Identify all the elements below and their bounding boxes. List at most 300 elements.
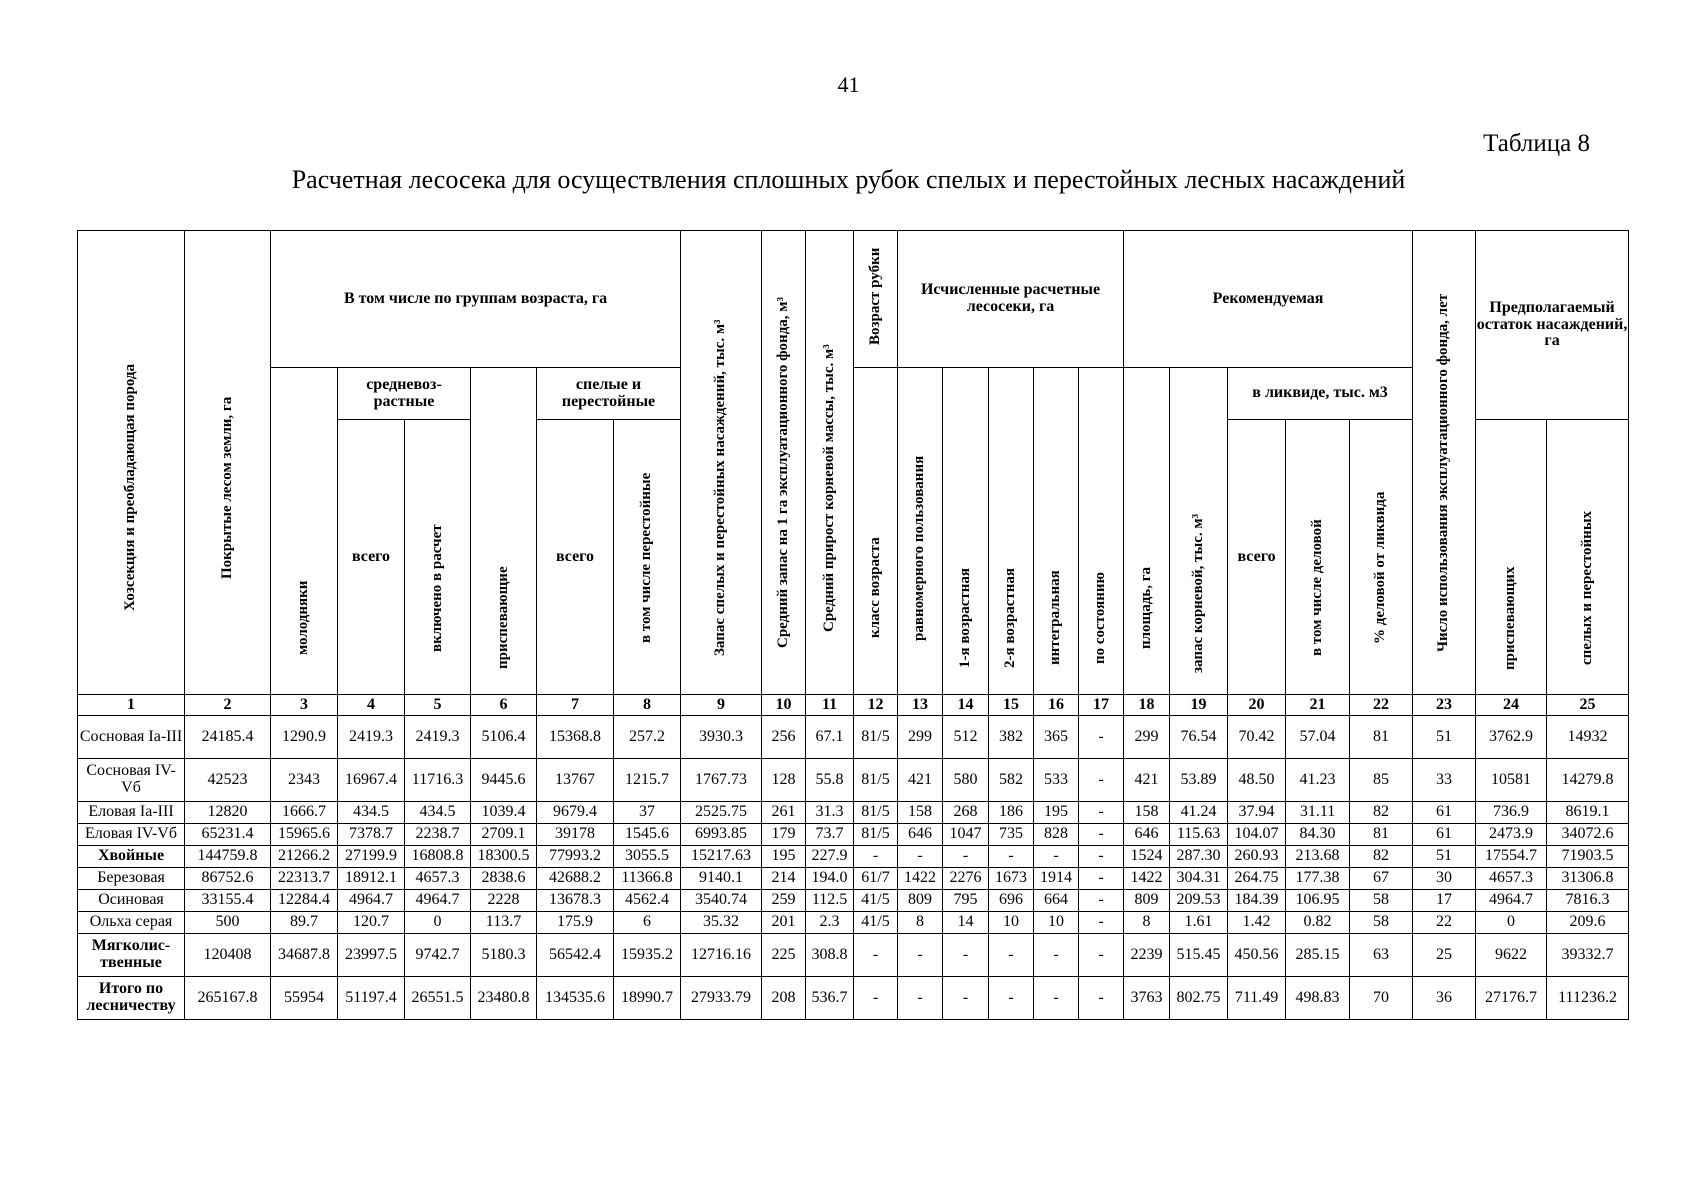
table-cell: 56542.4 xyxy=(537,934,614,977)
header-c25: спелых и перестойных xyxy=(1547,420,1629,695)
row-name: Сосновая Ia-III xyxy=(78,716,185,759)
column-number: 19 xyxy=(1170,695,1228,716)
table-cell: 111236.2 xyxy=(1547,977,1629,1020)
table-cell: 533 xyxy=(1034,759,1079,802)
page-number: 41 xyxy=(837,72,860,97)
table-cell: 61/7 xyxy=(854,868,898,890)
row-name: Итого по лесничеству xyxy=(78,977,185,1020)
table-cell: 25 xyxy=(1413,934,1476,977)
header-c12: класс возраста xyxy=(854,368,898,695)
table-cell: 265167.8 xyxy=(185,977,271,1020)
table-cell: 11366.8 xyxy=(614,868,681,890)
table-cell: 86752.6 xyxy=(185,868,271,890)
table-cell: 10 xyxy=(1034,912,1079,934)
table-cell: 268 xyxy=(943,802,989,824)
table-cell: 1039.4 xyxy=(471,802,537,824)
table-cell: 1422 xyxy=(1124,868,1170,890)
table-cell: 421 xyxy=(1124,759,1170,802)
table-cell: 285.15 xyxy=(1286,934,1350,977)
table-cell: 34072.6 xyxy=(1547,824,1629,846)
table-cell: 2473.9 xyxy=(1476,824,1547,846)
table-cell: 304.31 xyxy=(1170,868,1228,890)
table-cell: 70 xyxy=(1350,977,1413,1020)
table-cell: 421 xyxy=(898,759,943,802)
column-number: 14 xyxy=(943,695,989,716)
table-row xyxy=(78,977,1629,1020)
header-middle: средневоз-растные xyxy=(338,368,471,420)
table-cell: 4964.7 xyxy=(1476,890,1547,912)
table-row xyxy=(78,934,1629,977)
column-number: 1 xyxy=(78,695,185,716)
table-cell: 31306.8 xyxy=(1547,868,1629,890)
table-cell: 22313.7 xyxy=(271,868,338,890)
row-name: Сосновая IV-Vб xyxy=(78,759,185,802)
table-cell: 735 xyxy=(989,824,1034,846)
table-cell: - xyxy=(1034,977,1079,1020)
table-cell: 2.3 xyxy=(806,912,854,934)
table-cell: 27176.7 xyxy=(1476,977,1547,1020)
table-cell: 2419.3 xyxy=(338,716,405,759)
table-cell: - xyxy=(943,934,989,977)
table-cell: 2343 xyxy=(271,759,338,802)
row-name: Еловая Ia-III xyxy=(78,802,185,824)
table-cell: 57.04 xyxy=(1286,716,1350,759)
table-cell: 257.2 xyxy=(614,716,681,759)
table-cell: 70.42 xyxy=(1228,716,1286,759)
table-cell: 225 xyxy=(762,934,806,977)
table-cell: 498.83 xyxy=(1286,977,1350,1020)
row-name: Осиновая xyxy=(78,890,185,912)
table-cell: 35.32 xyxy=(681,912,762,934)
table-cell: 1914 xyxy=(1034,868,1079,890)
table-cell: 1.61 xyxy=(1170,912,1228,934)
table-cell: 299 xyxy=(1124,716,1170,759)
table-cell: 113.7 xyxy=(471,912,537,934)
table-cell: 0 xyxy=(1476,912,1547,934)
column-number: 20 xyxy=(1228,695,1286,716)
header-c23: Число использования эксплуатационного фонда, лет xyxy=(1413,231,1476,695)
table-cell: 2239 xyxy=(1124,934,1170,977)
table-cell: - xyxy=(1079,868,1124,890)
table-cell: 63 xyxy=(1350,934,1413,977)
table-cell: 16967.4 xyxy=(338,759,405,802)
table-row xyxy=(78,759,1629,802)
column-number: 3 xyxy=(271,695,338,716)
table-cell: 48.50 xyxy=(1228,759,1286,802)
table-cell: 58 xyxy=(1350,890,1413,912)
table-cell: 23480.8 xyxy=(471,977,537,1020)
table-cell: 41.23 xyxy=(1286,759,1350,802)
table-cell: - xyxy=(1079,846,1124,868)
table-cell: 89.7 xyxy=(271,912,338,934)
table-cell: 61 xyxy=(1413,802,1476,824)
column-number: 4 xyxy=(338,695,405,716)
table-cell: 711.49 xyxy=(1228,977,1286,1020)
header-c5: включено в расчет xyxy=(405,420,471,695)
table-cell: 7378.7 xyxy=(338,824,405,846)
table-cell: 158 xyxy=(1124,802,1170,824)
column-number: 6 xyxy=(471,695,537,716)
table-cell: 18990.7 xyxy=(614,977,681,1020)
column-number: 7 xyxy=(537,695,614,716)
table-cell: 16808.8 xyxy=(405,846,471,868)
header-c21: в том числе деловой xyxy=(1286,420,1350,695)
header-c18: площадь, га xyxy=(1124,368,1170,695)
table-cell: 213.68 xyxy=(1286,846,1350,868)
table-cell: - xyxy=(898,934,943,977)
table-cell: 802.75 xyxy=(1170,977,1228,1020)
table-cell: 2238.7 xyxy=(405,824,471,846)
column-number: 12 xyxy=(854,695,898,716)
header-c13: равномерного пользования xyxy=(898,368,943,695)
table-cell: - xyxy=(989,977,1034,1020)
table-cell: 287.30 xyxy=(1170,846,1228,868)
forest-table xyxy=(77,230,1629,1020)
header-recommended: Рекомендуемая xyxy=(1124,231,1413,368)
table-row xyxy=(78,890,1629,912)
table-cell: 120.7 xyxy=(338,912,405,934)
table-cell: 184.39 xyxy=(1228,890,1286,912)
header-c22: % деловой от ликвида xyxy=(1350,420,1413,695)
table-cell: 82 xyxy=(1350,802,1413,824)
header-c3: молодняки xyxy=(271,368,338,695)
column-number: 25 xyxy=(1547,695,1629,716)
header-age-cut: Возраст рубки xyxy=(854,231,898,368)
table-cell: 67.1 xyxy=(806,716,854,759)
header-age-groups: В том числе по группам возраста, га xyxy=(271,231,681,368)
table-cell: - xyxy=(943,977,989,1020)
table-cell: 81 xyxy=(1350,824,1413,846)
table-cell: 76.54 xyxy=(1170,716,1228,759)
table-cell: 795 xyxy=(943,890,989,912)
table-cell: - xyxy=(1034,846,1079,868)
table-cell: 2709.1 xyxy=(471,824,537,846)
header-liquid: в ликвиде, тыс. м3 xyxy=(1228,368,1413,420)
table-cell: 115.63 xyxy=(1170,824,1228,846)
table-row xyxy=(78,912,1629,934)
table-cell: 13767 xyxy=(537,759,614,802)
table-cell: 39178 xyxy=(537,824,614,846)
table-cell: 15217.63 xyxy=(681,846,762,868)
table-cell: - xyxy=(989,934,1034,977)
table-cell: 0 xyxy=(405,912,471,934)
table-cell: - xyxy=(898,846,943,868)
table-cell: 39332.7 xyxy=(1547,934,1629,977)
table-cell: 2525.75 xyxy=(681,802,762,824)
table-cell: 260.93 xyxy=(1228,846,1286,868)
table-cell: 3930.3 xyxy=(681,716,762,759)
table-cell: 134535.6 xyxy=(537,977,614,1020)
table-cell: 500 xyxy=(185,912,271,934)
table-cell: 41.24 xyxy=(1170,802,1228,824)
header-c19: запас корневой, тыс. м³ xyxy=(1170,368,1228,695)
table-cell: 71903.5 xyxy=(1547,846,1629,868)
table-cell: 208 xyxy=(762,977,806,1020)
table-cell: 58 xyxy=(1350,912,1413,934)
table-cell: 21266.2 xyxy=(271,846,338,868)
table-cell: 696 xyxy=(989,890,1034,912)
header-calc: Исчисленные расчетные лесосеки, га xyxy=(898,231,1124,368)
table-cell: 17554.7 xyxy=(1476,846,1547,868)
table-row xyxy=(78,868,1629,890)
table-cell: 195 xyxy=(762,846,806,868)
table-cell: 8619.1 xyxy=(1547,802,1629,824)
column-number: 8 xyxy=(614,695,681,716)
column-number: 15 xyxy=(989,695,1034,716)
table-cell: 85 xyxy=(1350,759,1413,802)
table-cell: 31.11 xyxy=(1286,802,1350,824)
header-c6: приспевающие xyxy=(471,368,537,695)
table-cell: 3055.5 xyxy=(614,846,681,868)
table-cell: 515.45 xyxy=(1170,934,1228,977)
table-cell: 55954 xyxy=(271,977,338,1020)
header-c9: Запас спелых и перестойных насаждений, тыс. м³ xyxy=(681,231,762,695)
column-number: 13 xyxy=(898,695,943,716)
table-cell: - xyxy=(1079,977,1124,1020)
header-remain: Предполагаемый остаток насаждений, га xyxy=(1476,231,1629,420)
column-number: 16 xyxy=(1034,695,1079,716)
table-cell: 26551.5 xyxy=(405,977,471,1020)
table-cell: - xyxy=(854,846,898,868)
table-cell: - xyxy=(1079,759,1124,802)
column-number: 18 xyxy=(1124,695,1170,716)
table-cell: 0.82 xyxy=(1286,912,1350,934)
table-cell: 33 xyxy=(1413,759,1476,802)
table-cell: 14932 xyxy=(1547,716,1629,759)
table-cell: 106.95 xyxy=(1286,890,1350,912)
header-c10: Средний запас на 1 га эксплуатационного фонда, м³ xyxy=(762,231,806,695)
table-cell: 82 xyxy=(1350,846,1413,868)
table-cell: 9742.7 xyxy=(405,934,471,977)
table-cell: - xyxy=(1079,716,1124,759)
table-cell: 365 xyxy=(1034,716,1079,759)
table-cell: 17 xyxy=(1413,890,1476,912)
table-cell: 536.7 xyxy=(806,977,854,1020)
header-c16: интегральная xyxy=(1034,368,1079,695)
table-cell: 10 xyxy=(989,912,1034,934)
table-cell: 22 xyxy=(1413,912,1476,934)
table-cell: - xyxy=(1079,912,1124,934)
table-cell: 120408 xyxy=(185,934,271,977)
table-cell: 2276 xyxy=(943,868,989,890)
table-cell: 434.5 xyxy=(405,802,471,824)
table-cell: 41/5 xyxy=(854,912,898,934)
table-cell: 582 xyxy=(989,759,1034,802)
table-cell: 144759.8 xyxy=(185,846,271,868)
table-cell: 27933.79 xyxy=(681,977,762,1020)
table-cell: 664 xyxy=(1034,890,1079,912)
table-cell: 259 xyxy=(762,890,806,912)
table-cell: - xyxy=(1079,824,1124,846)
table-cell: 12820 xyxy=(185,802,271,824)
table-cell: 51197.4 xyxy=(338,977,405,1020)
column-number: 2 xyxy=(185,695,271,716)
column-number: 5 xyxy=(405,695,471,716)
table-cell: 15935.2 xyxy=(614,934,681,977)
table-cell: - xyxy=(1079,934,1124,977)
table-cell: 12284.4 xyxy=(271,890,338,912)
table-cell: 24185.4 xyxy=(185,716,271,759)
table-cell: 3763 xyxy=(1124,977,1170,1020)
table-cell: 175.9 xyxy=(537,912,614,934)
table-cell: 65231.4 xyxy=(185,824,271,846)
column-number: 10 xyxy=(762,695,806,716)
table-cell: 81/5 xyxy=(854,802,898,824)
table-cell: 195 xyxy=(1034,802,1079,824)
table-cell: 382 xyxy=(989,716,1034,759)
table-cell: 13678.3 xyxy=(537,890,614,912)
table-cell: 186 xyxy=(989,802,1034,824)
column-number: 21 xyxy=(1286,695,1350,716)
header-c11: Средний прирост корневой массы, тыс. м³ xyxy=(806,231,854,695)
table-label: Таблица 8 xyxy=(1483,130,1590,157)
table-row xyxy=(78,846,1629,868)
table-cell: 2419.3 xyxy=(405,716,471,759)
table-row xyxy=(78,716,1629,759)
table-cell: 84.30 xyxy=(1286,824,1350,846)
table-cell: 7816.3 xyxy=(1547,890,1629,912)
header-c1: Хозсекция и преобладающая порода xyxy=(78,231,185,695)
table-cell: 4964.7 xyxy=(338,890,405,912)
table-cell: 53.89 xyxy=(1170,759,1228,802)
table-cell: 214 xyxy=(762,868,806,890)
table-cell: 112.5 xyxy=(806,890,854,912)
table-cell: 10581 xyxy=(1476,759,1547,802)
table-cell: 1215.7 xyxy=(614,759,681,802)
table-cell: 42688.2 xyxy=(537,868,614,890)
table-cell: 9679.4 xyxy=(537,802,614,824)
table-cell: 809 xyxy=(1124,890,1170,912)
table-cell: 177.38 xyxy=(1286,868,1350,890)
table-cell: 450.56 xyxy=(1228,934,1286,977)
column-number: 11 xyxy=(806,695,854,716)
table-cell: - xyxy=(1034,934,1079,977)
table-cell: 4657.3 xyxy=(1476,868,1547,890)
header-c17: по состоянию xyxy=(1079,368,1124,695)
row-name: Березовая xyxy=(78,868,185,890)
table-cell: 5180.3 xyxy=(471,934,537,977)
column-number: 17 xyxy=(1079,695,1124,716)
table-cell: 67 xyxy=(1350,868,1413,890)
table-cell: - xyxy=(898,977,943,1020)
table-cell: 14 xyxy=(943,912,989,934)
table-cell: 646 xyxy=(898,824,943,846)
header-c24: приспевающих xyxy=(1476,420,1547,695)
table-cell: 33155.4 xyxy=(185,890,271,912)
row-name: Ольха серая xyxy=(78,912,185,934)
table-cell: 14279.8 xyxy=(1547,759,1629,802)
table-cell: 15965.6 xyxy=(271,824,338,846)
table-cell: 299 xyxy=(898,716,943,759)
table-cell: 31.3 xyxy=(806,802,854,824)
table-cell: 104.07 xyxy=(1228,824,1286,846)
table-cell: 158 xyxy=(898,802,943,824)
table-cell: 1422 xyxy=(898,868,943,890)
table-cell: 194.0 xyxy=(806,868,854,890)
table-cell: 18912.1 xyxy=(338,868,405,890)
table-cell: 18300.5 xyxy=(471,846,537,868)
table-cell: 8 xyxy=(898,912,943,934)
table-cell: 1290.9 xyxy=(271,716,338,759)
table-cell: 201 xyxy=(762,912,806,934)
table-cell: 209.53 xyxy=(1170,890,1228,912)
table-cell: 4657.3 xyxy=(405,868,471,890)
header-c15: 2-я возрастная xyxy=(989,368,1034,695)
table-cell: 37 xyxy=(614,802,681,824)
table-cell: 61 xyxy=(1413,824,1476,846)
table-cell: 77993.2 xyxy=(537,846,614,868)
table-cell: - xyxy=(1079,802,1124,824)
table-cell: 809 xyxy=(898,890,943,912)
table-cell: 1673 xyxy=(989,868,1034,890)
table-cell: 15368.8 xyxy=(537,716,614,759)
table-cell: 512 xyxy=(943,716,989,759)
table-cell: - xyxy=(1079,890,1124,912)
header-c7: всего xyxy=(537,420,614,695)
table-cell: 37.94 xyxy=(1228,802,1286,824)
table-cell: 209.6 xyxy=(1547,912,1629,934)
table-cell: 81 xyxy=(1350,716,1413,759)
table-cell: - xyxy=(989,846,1034,868)
table-cell: 1524 xyxy=(1124,846,1170,868)
table-cell: 227.9 xyxy=(806,846,854,868)
table-cell: 81/5 xyxy=(854,824,898,846)
table-cell: 8 xyxy=(1124,912,1170,934)
table-cell: 9622 xyxy=(1476,934,1547,977)
table-cell: 261 xyxy=(762,802,806,824)
table-cell: 1666.7 xyxy=(271,802,338,824)
table-cell: 2838.6 xyxy=(471,868,537,890)
table-cell: 55.8 xyxy=(806,759,854,802)
header-c4: всего xyxy=(338,420,405,695)
header-c2: Покрытые лесом земли, га xyxy=(185,231,271,695)
table-cell: 646 xyxy=(1124,824,1170,846)
table-row xyxy=(78,802,1629,824)
table-cell: 11716.3 xyxy=(405,759,471,802)
table-title: Расчетная лесосека для осуществления сплошных рубок спелых и перестойных лесных насаждений xyxy=(291,165,1406,194)
table-cell: 4562.4 xyxy=(614,890,681,912)
header-c20: всего xyxy=(1228,420,1286,695)
table-cell: 3762.9 xyxy=(1476,716,1547,759)
table-cell: 1.42 xyxy=(1228,912,1286,934)
table-cell: 5106.4 xyxy=(471,716,537,759)
table-cell: - xyxy=(854,977,898,1020)
table-row xyxy=(78,824,1629,846)
table-cell: 12716.16 xyxy=(681,934,762,977)
table-cell: 1767.73 xyxy=(681,759,762,802)
table-cell: 308.8 xyxy=(806,934,854,977)
table-cell: 264.75 xyxy=(1228,868,1286,890)
column-number-row xyxy=(78,695,1629,716)
table-cell: - xyxy=(943,846,989,868)
column-number: 9 xyxy=(681,695,762,716)
column-number: 22 xyxy=(1350,695,1413,716)
table-cell: 2228 xyxy=(471,890,537,912)
table-cell: 179 xyxy=(762,824,806,846)
table-cell: 736.9 xyxy=(1476,802,1547,824)
table-cell: 30 xyxy=(1413,868,1476,890)
table-cell: 6 xyxy=(614,912,681,934)
table-cell: 256 xyxy=(762,716,806,759)
table-cell: 23997.5 xyxy=(338,934,405,977)
table-cell: 36 xyxy=(1413,977,1476,1020)
table-cell: 6993.85 xyxy=(681,824,762,846)
table-cell: 4964.7 xyxy=(405,890,471,912)
table-cell: 1545.6 xyxy=(614,824,681,846)
column-number: 23 xyxy=(1413,695,1476,716)
table-cell: 42523 xyxy=(185,759,271,802)
row-name: Еловая IV-Vб xyxy=(78,824,185,846)
